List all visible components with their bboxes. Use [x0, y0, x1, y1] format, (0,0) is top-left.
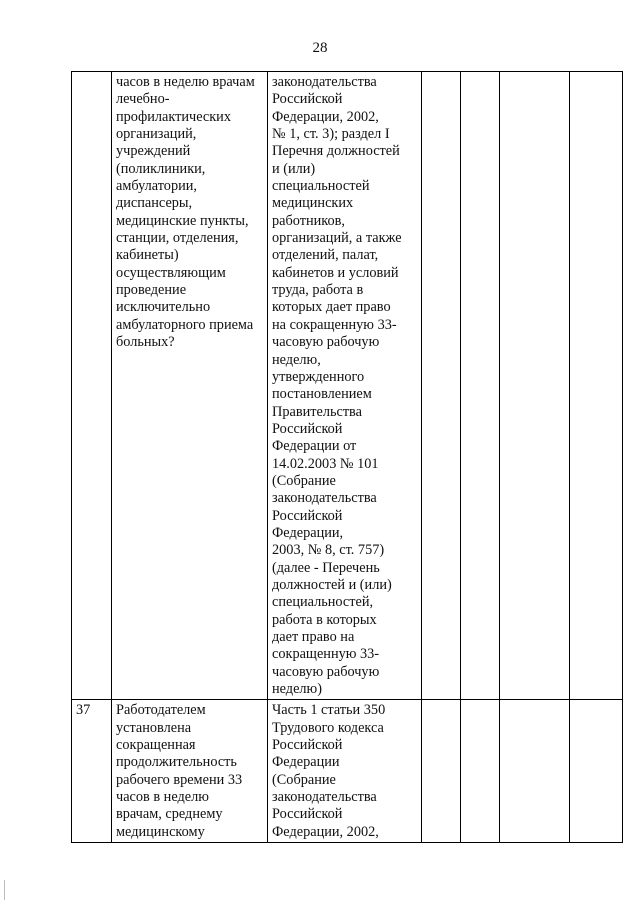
row-number-cell: 37 — [72, 700, 112, 843]
answer-cell-yes — [422, 700, 461, 843]
checklist-table — [71, 71, 623, 843]
question-cell: Работодателем установлена сокращенная продолжительность рабочего времени 33 часов в неделю врачам, среднему медицинскому — [112, 700, 268, 843]
scan-edge-mark — [4, 880, 5, 900]
legal-reference-cell: Часть 1 статьи 350 Трудового кодекса Российской Федерации (Собрание законодательства Российской Федерации, 2002, — [268, 700, 422, 843]
table-row — [72, 72, 623, 700]
answer-cell-na — [500, 700, 570, 843]
row-number-cell — [72, 72, 112, 700]
answer-cell-no — [461, 700, 500, 843]
notes-cell — [570, 700, 623, 843]
table-row — [72, 700, 623, 843]
answer-cell-yes — [422, 72, 461, 700]
answer-cell-no — [461, 72, 500, 700]
legal-reference-cell: законодательства Российской Федерации, 2002, № 1, ст. 3); раздел I Перечня должностей и (или) специальностей медицинских работников, организаций, а также отделений, палат, кабинетов и условий труда, работа в которых дает право на сокращенную 33- часовую рабочую неделю, утвержденного постановлением Правительства Российской Федерации от 14.02.2003 № 101 (Собрание законодательства Российской Федерации, 2003, № 8, ст. 757) (далее - Перечень должностей и (или) специальностей, работа в которых дает право на сокращенную 33- часовую рабочую неделю) — [268, 72, 422, 700]
page-number: 28 — [312, 40, 328, 56]
notes-cell — [570, 72, 623, 700]
answer-cell-na — [500, 72, 570, 700]
question-cell: часов в неделю врачам лечебно- профилактических организаций, учреждений (поликлиники, амбулатории, диспансеры, медицинские пункты, станции, отделения, кабинеты) осуществляющим проведение исключительно амбулаторного приема больных? — [112, 72, 268, 700]
